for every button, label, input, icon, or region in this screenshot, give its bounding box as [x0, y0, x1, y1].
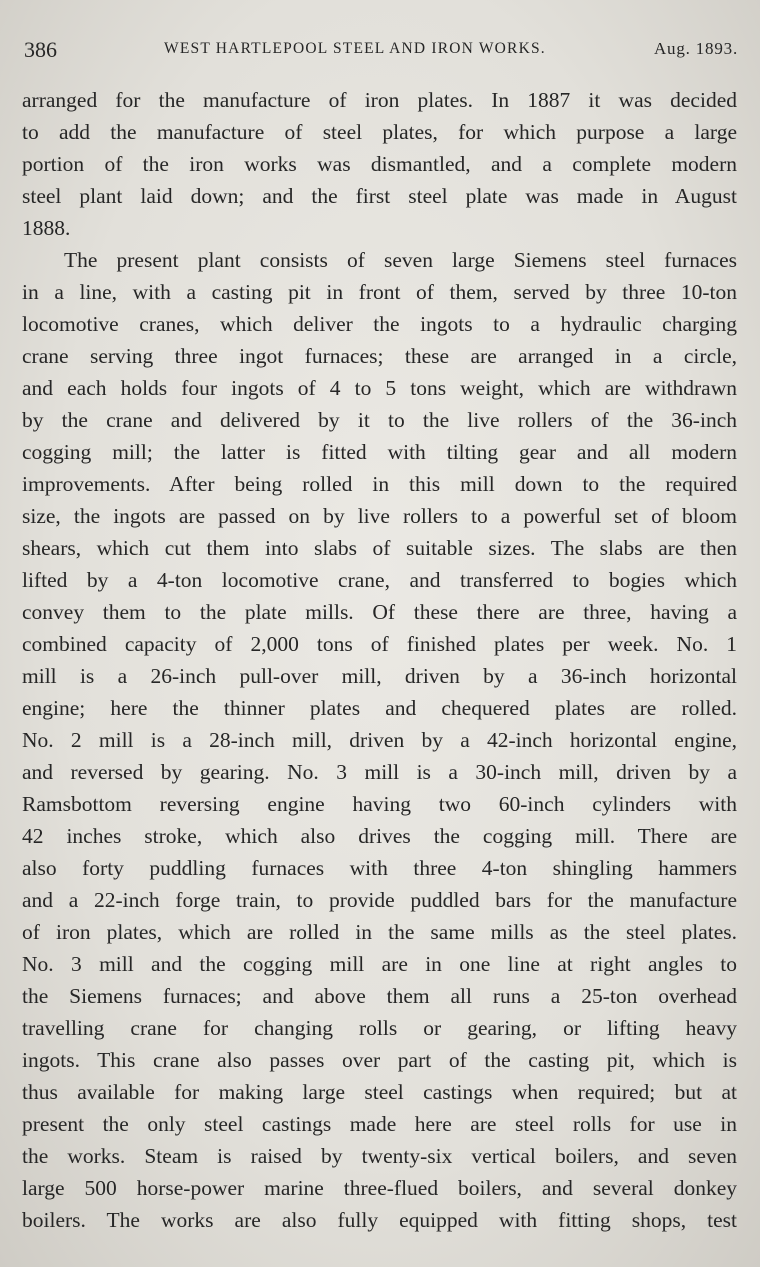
text-line: 1888.	[22, 216, 71, 240]
text-line: improvements. After being rolled in this mill down to the required	[22, 472, 737, 496]
text-line: crane serving three ingot furnaces; these are arranged in a circle,	[22, 344, 737, 368]
text-line: Ramsbottom reversing engine having two 60-inch cylinders with	[22, 792, 737, 816]
text-line: No. 3 mill and the cogging mill are in one line at right angles to	[22, 952, 737, 976]
text-line: combined capacity of 2,000 tons of finished plates per week. No. 1	[22, 632, 737, 656]
text-line: The present plant consists of seven large Siemens steel furnaces	[64, 248, 737, 272]
paragraph	[22, 244, 737, 1236]
text-line: the Siemens furnaces; and above them all runs a 25-ton overhead	[22, 984, 737, 1008]
text-line: in a line, with a casting pit in front of them, served by three 10-ton	[22, 280, 737, 304]
running-title: WEST HARTLEPOOL STEEL AND IRON WORKS.	[164, 40, 546, 57]
issue-date: Aug. 1893.	[653, 39, 738, 58]
text-line: and each holds four ingots of 4 to 5 tons weight, which are withdrawn	[22, 376, 737, 400]
text-line: to add the manufacture of steel plates, for which purpose a large	[22, 120, 737, 144]
body-text	[22, 84, 737, 1236]
text-line: and reversed by gearing. No. 3 mill is a 30-inch mill, driven by a	[22, 760, 737, 784]
text-line: of iron plates, which are rolled in the same mills as the steel plates.	[22, 920, 737, 944]
text-line: locomotive cranes, which deliver the ingots to a hydraulic charging	[22, 312, 737, 336]
text-line: present the only steel castings made here are steel rolls for use in	[22, 1112, 737, 1136]
text-line: also forty puddling furnaces with three 4-ton shingling hammers	[22, 856, 737, 880]
text-line: thus available for making large steel castings when required; but at	[22, 1080, 737, 1104]
text-line: ingots. This crane also passes over part of the casting pit, which is	[22, 1048, 737, 1072]
text-line: portion of the iron works was dismantled, and a complete modern	[22, 152, 737, 176]
text-line: and a 22-inch forge train, to provide puddled bars for the manufacture	[22, 888, 737, 912]
text-line: steel plant laid down; and the first steel plate was made in August	[22, 184, 737, 208]
text-line: travelling crane for changing rolls or gearing, or lifting heavy	[22, 1016, 737, 1040]
text-line: No. 2 mill is a 28-inch mill, driven by a 42-inch horizontal engine,	[22, 728, 737, 752]
running-header	[24, 37, 738, 67]
text-line: cogging mill; the latter is fitted with tilting gear and all modern	[22, 440, 737, 464]
paragraph	[22, 84, 737, 244]
text-line: convey them to the plate mills. Of these there are three, having a	[22, 600, 737, 624]
text-line: engine; here the thinner plates and chequered plates are rolled.	[22, 696, 737, 720]
text-line: arranged for the manufacture of iron plates. In 1887 it was decided	[22, 88, 737, 112]
text-line: mill is a 26-inch pull-over mill, driven by a 36-inch horizontal	[22, 664, 737, 688]
page-number: 386	[24, 37, 57, 62]
text-line: lifted by a 4-ton locomotive crane, and transferred to bogies which	[22, 568, 737, 592]
text-line: shears, which cut them into slabs of suitable sizes. The slabs are then	[22, 536, 737, 560]
text-line: by the crane and delivered by it to the live rollers of the 36-inch	[22, 408, 737, 432]
text-line: large 500 horse-power marine three-flued boilers, and several donkey	[22, 1176, 737, 1200]
text-line: the works. Steam is raised by twenty-six vertical boilers, and seven	[22, 1144, 737, 1168]
text-line: size, the ingots are passed on by live rollers to a powerful set of bloom	[22, 504, 737, 528]
text-line: boilers. The works are also fully equipped with fitting shops, test	[22, 1208, 737, 1232]
text-line: 42 inches stroke, which also drives the cogging mill. There are	[22, 824, 737, 848]
